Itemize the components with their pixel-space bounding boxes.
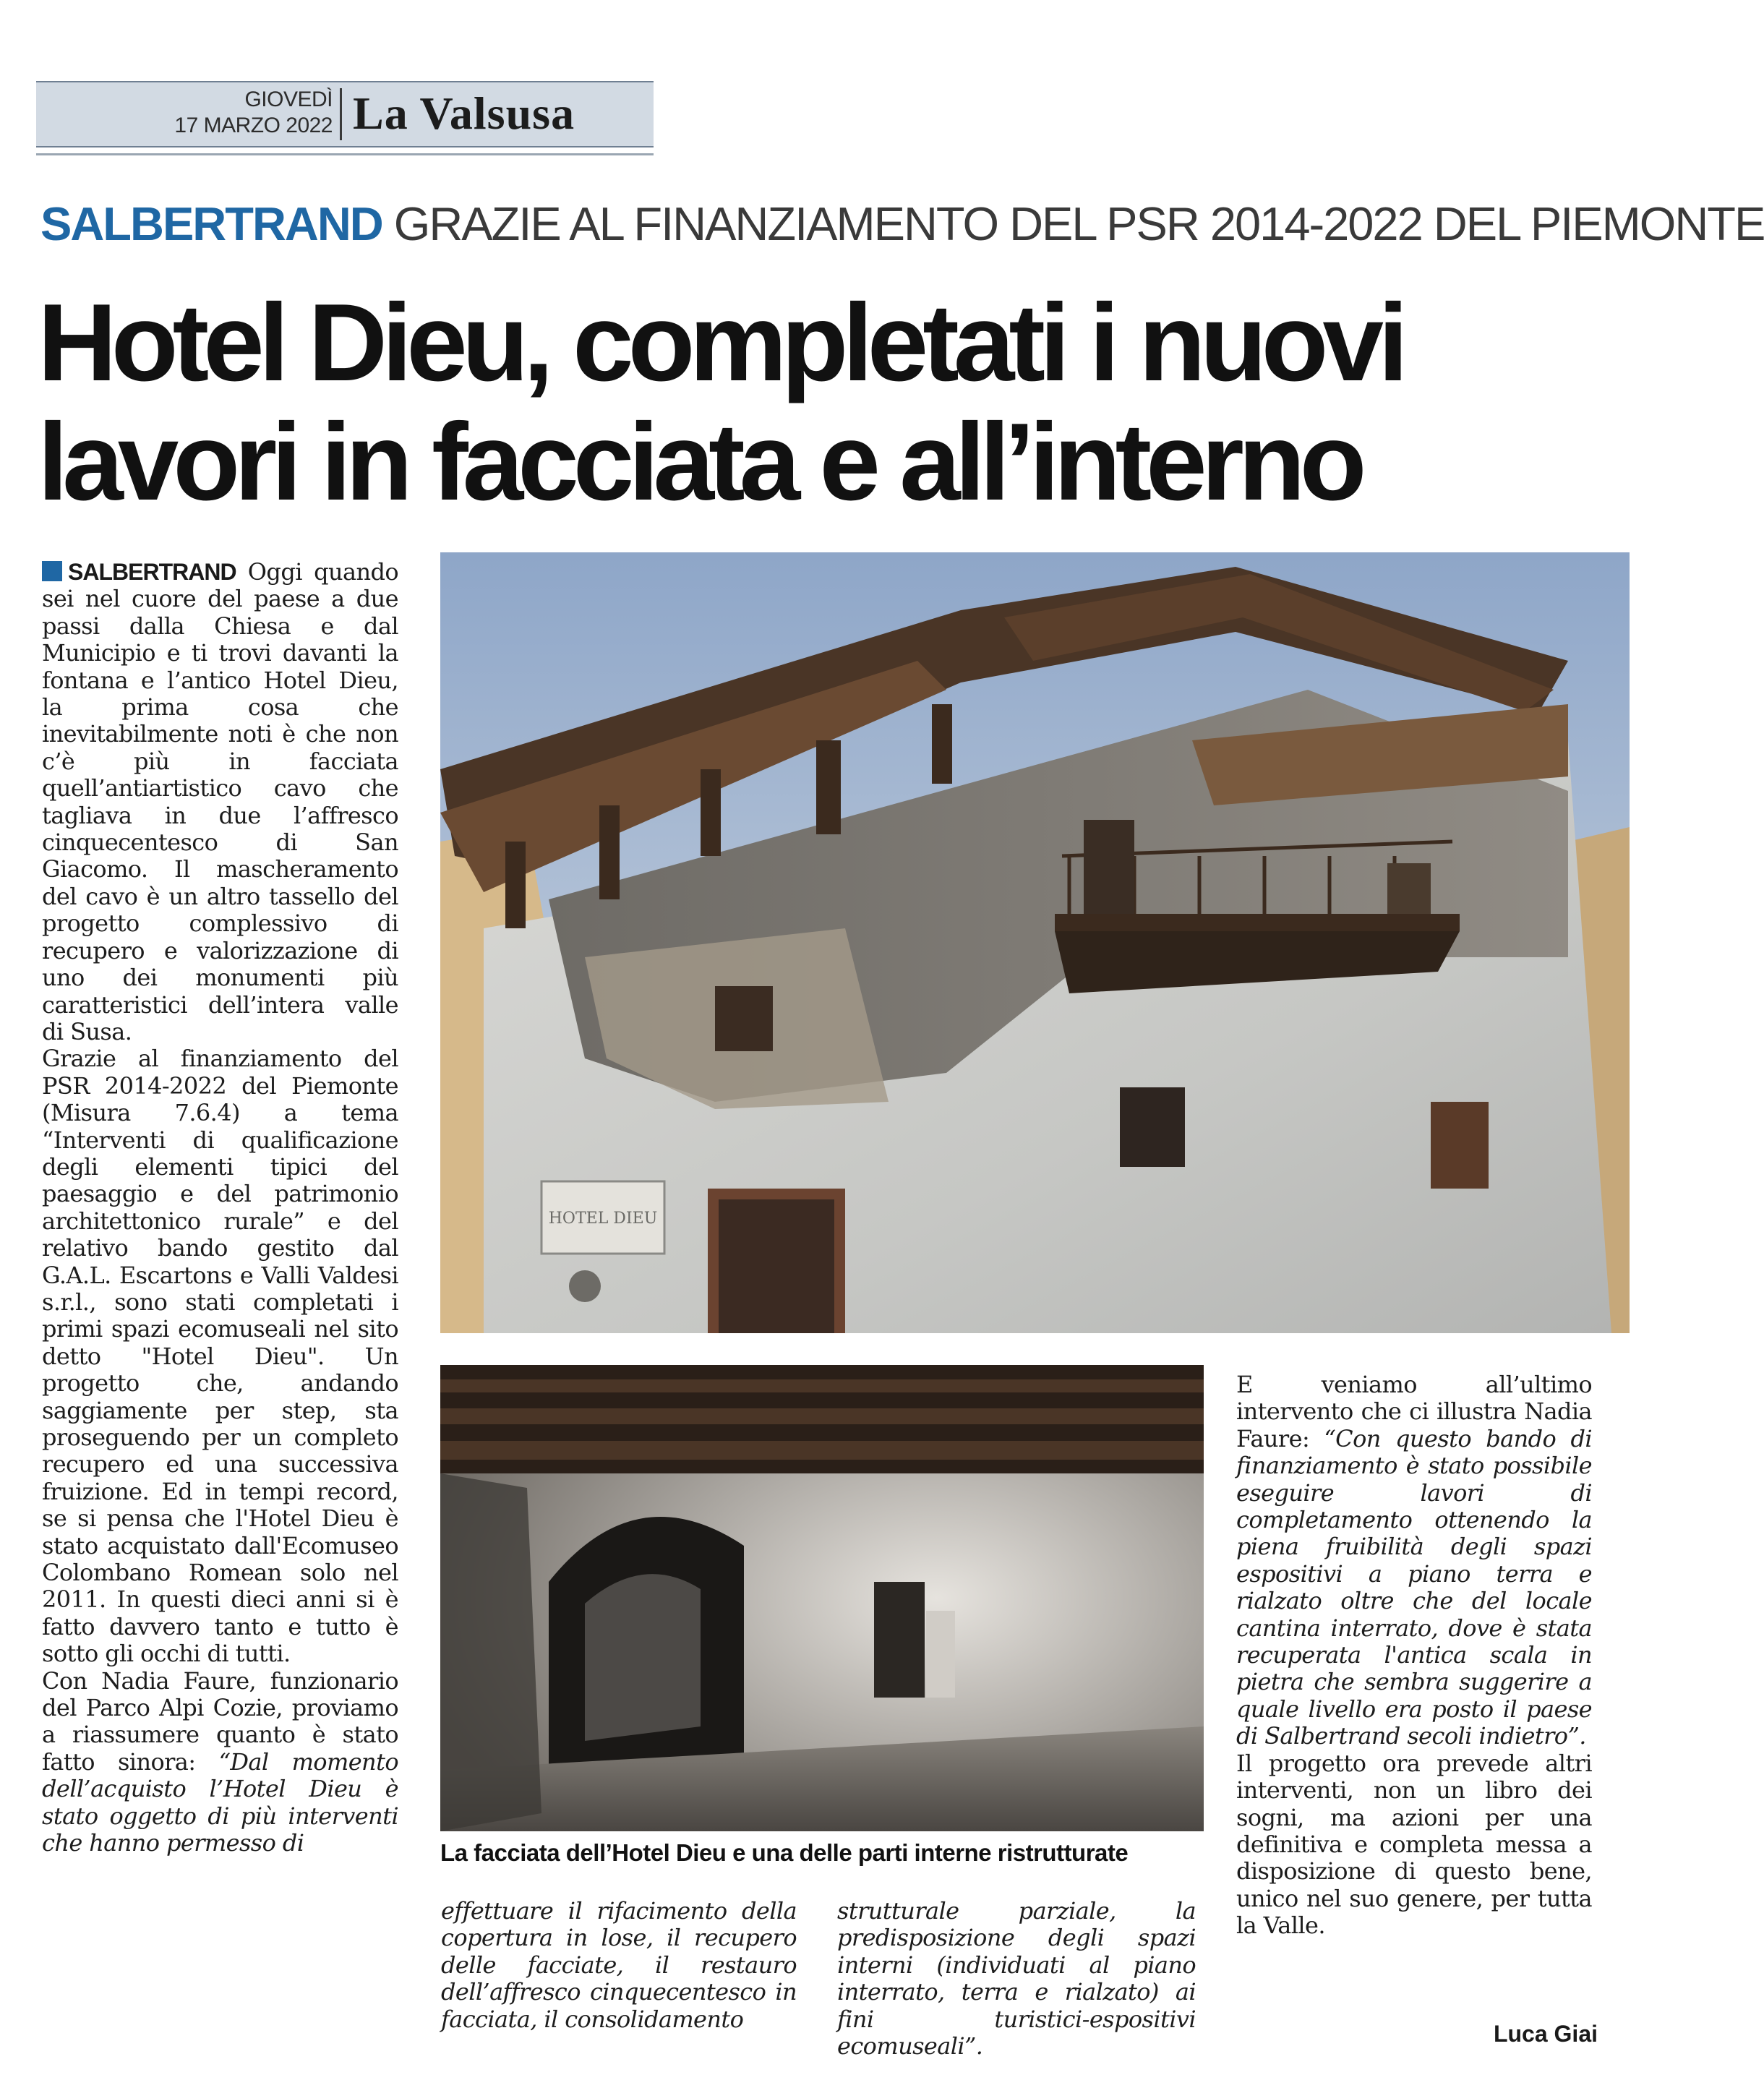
article-column-4: [1236, 1371, 1592, 1940]
paragraph-3-intro: Con Nadia Faure, funzionario del Parco Alpi Cozie, proviamo a riassumere quanto è stato fatto sinora:: [42, 1666, 398, 1776]
issue-day: GIOVEDÌ: [244, 87, 333, 111]
paragraph-3-quote: “Dal momento dell’acquisto l’Hotel Dieu è stato oggetto di più interventi che hanno permesso di: [42, 1747, 398, 1857]
issue-full-date: 17 MARZO 2022: [174, 114, 333, 137]
paragraph-5: Il progetto ora prevede altri interventi, non un libro dei sogni, ma azioni per una definitiva e completa messa a disposizione di questo bene, unico nel suo genere, per tutta la Valle.: [1236, 1749, 1592, 1940]
headline: [38, 283, 1614, 522]
kicker-text: GRAZIE AL FINANZIAMENTO DEL PSR 2014-2022 DEL PIEMONTE: [393, 197, 1764, 250]
paragraph-4-intro: E veniamo all’ultimo intervento che ci illustra Nadia Faure:: [1236, 1371, 1592, 1452]
paragraph-4: [1236, 1371, 1592, 1750]
headline-line-2: lavori in facciata e all’interno: [38, 401, 1361, 523]
newspaper-name: La Valsusa: [353, 87, 575, 139]
dateline-marker-icon: [42, 561, 62, 581]
masthead-rule: [36, 153, 654, 155]
paragraph-3-quote-cont-1: effettuare il rifacimento della copertura in lose, il recupero delle facciate, il restauro dell’affresco cinquecentesco in facciata, il consolidamento: [441, 1897, 797, 2033]
plaque-text: HOTEL DIEU: [548, 1210, 658, 1228]
headline-line-1: Hotel Dieu, completati i nuovi: [38, 281, 1403, 404]
paragraph-1-text: Oggi quando sei nel cuore del paese a due passi dalla Chiesa e dal Municipio e ti trovi davanti la fontana e l’antico Hotel Dieu, la prima cosa che inevitabilmente noti è che non c’è più in facciata quell’antiartistico cavo che tagliava in due l’affresco cinquecentesco di San Giacomo. Il mascheramento del cavo è un altro tassello del progetto complessivo di recupero e valorizzazione di uno dei monumenti più caratteristici dell’intera valle di Susa.: [42, 558, 399, 1045]
article-column-3: [837, 1898, 1196, 2060]
photo-caption: La facciata dell’Hotel Dieu e una delle parti interne ristrutturate: [440, 1839, 1129, 1866]
paragraph-3: [42, 1668, 398, 1857]
article-column-2: [441, 1898, 797, 2033]
kicker: [40, 195, 1764, 253]
kicker-location: SALBERTRAND: [40, 197, 382, 250]
byline: Luca Giai: [1493, 2021, 1598, 2047]
paragraph-2: Grazie al finanziamento del PSR 2014-2022 del Piemonte (Misura 7.6.4) a tema “Interventi di qualificazione degli elementi tipici del paesaggio e del patrimonio architettonico rurale” e del relativo bando gestito dal G.A.L. Escartons e Valli Valdesi s.r.l., sono stati completati i primi spazi ecomuseali nel sito detto "Hotel Dieu". Un progetto che, andando saggiamente per step, sta proseguendo per un completo recupero ed una successiva fruizione. Ed in tempi record, se si pensa che l'Hotel Dieu è stato acquistato dall'Ecomuseo Colombano Romean solo nel 2011. In questi dieci anni si è fatto davvero tanto e tutto è sotto gli occhi di tutti.: [42, 1045, 398, 1668]
issue-date: [36, 87, 333, 139]
article-column-1: [42, 559, 398, 1857]
paragraph-3-quote-cont-2: strutturale parziale, la predisposizione degli spazi interni (individuati al piano interrato, terra e rialzato) ai fini turistici-espositivi ecomuseali”.: [837, 1897, 1196, 2060]
dateline: SALBERTRAND: [68, 559, 236, 585]
masthead-divider: [340, 88, 342, 140]
masthead: [36, 81, 654, 147]
interior-photo: [440, 1365, 1204, 1831]
paragraph-1: [42, 559, 398, 1045]
paragraph-4-quote: “Con questo bando di finanziamento è stato possibile eseguire lavori di completamento ottenendo la piena fruibilità degli spazi espositivi a piano terra e rialzato oltre che del locale cantina interrato, dove è stata recuperata l'antica scala in pietra che sembra suggerire a quale livello era posto il paese di Salbertrand secoli indietro”.: [1236, 1424, 1592, 1750]
facade-photo: [440, 552, 1630, 1333]
